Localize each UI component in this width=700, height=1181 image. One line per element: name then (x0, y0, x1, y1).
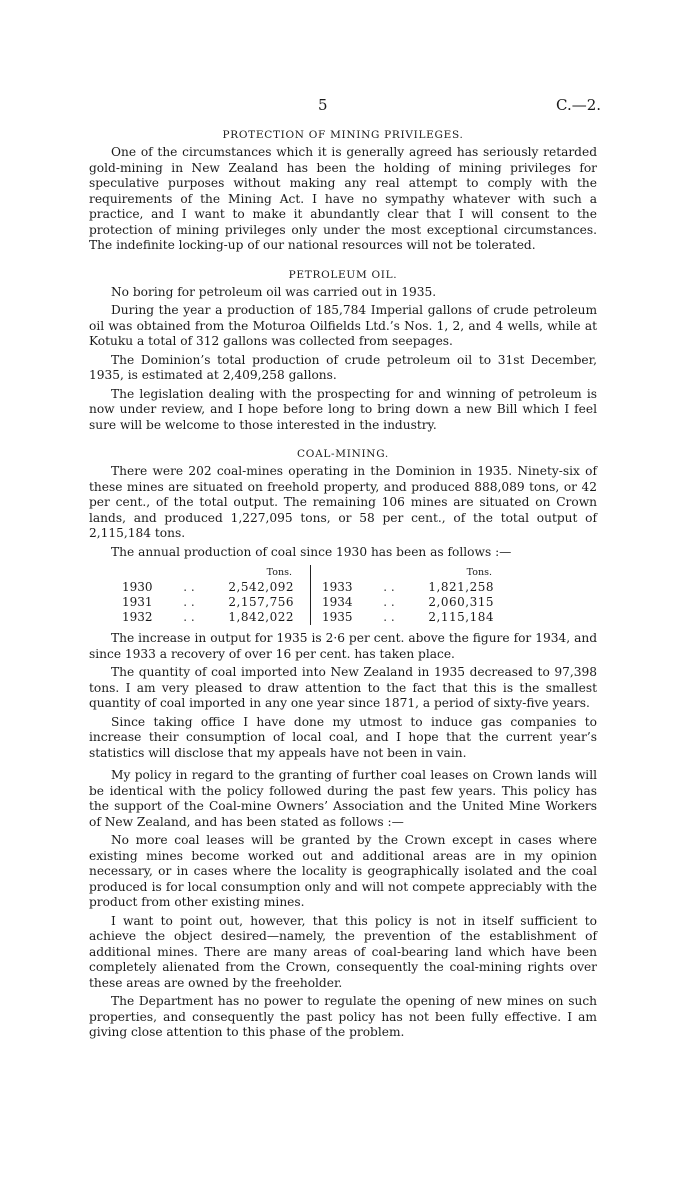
table-row (117, 580, 510, 595)
paragraph: The annual production of coal since 1930 has been as follows :— (111, 544, 512, 559)
leader-dots: . . (383, 595, 395, 609)
paragraph: No boring for petroleum oil was carried out in 1935. (111, 284, 437, 299)
leader-dots: . . (183, 610, 195, 624)
paragraph: The Dominion’s total production of crude petroleum oil to 31st December, 1935, is estimated at 2,409,258 gallons. (89, 352, 597, 382)
section-heading-coal: COAL-MINING. (297, 448, 389, 460)
coal-production-table (117, 565, 510, 625)
paragraph: No more coal leases will be granted by the Crown except in cases where existing mines become worked out and additional areas are in my opinion necessary, or in cases where the locality is geographically isolated and the coal produced is for local consumption only and will not compete appreciably with the product from other existing mines. (89, 833, 597, 909)
section-heading-petroleum: PETROLEUM OIL. (288, 268, 398, 281)
tons-cell: 2,060,315 (428, 595, 494, 609)
paragraph: The increase in output for 1935 is 2·6 per cent. above the figure for 1934, and since 1933 a recovery of over 16 per cent. has taken place. (89, 631, 597, 661)
leader-dots: . . (383, 610, 395, 624)
year-cell: 1932 (122, 610, 153, 624)
paragraph: One of the circumstances which it is generally agreed has seriously retarded gold-mining in New Zealand has been the holding of mining privileges for speculative purposes without making any real attempt to comply with the requirements of the Mining Act. I have no sympathy whatever with such a practice, and I want to make it abundantly clear that I will consent to the protection of mining privileges only under the most exceptional circumstances. The indefinite locking-up of our national resources will not be tolerated. (89, 145, 597, 252)
table-row (117, 610, 510, 625)
document-code: C.—2. (556, 96, 602, 114)
paragraph: I want to point out, however, that this policy is not in itself sufficient to achieve the object desired—namely, the prevention of the establishment of additional mines. There are many areas of coal-bearing land which have been completely alienated from the Crown, consequently the coal-mining rights over these areas are owned by the freeholder. (89, 913, 597, 990)
year-cell: 1935 (322, 610, 353, 624)
year-cell: 1930 (122, 580, 153, 594)
leader-dots: . . (183, 595, 195, 609)
table-row (117, 595, 510, 610)
section-heading-protection: PROTECTION OF MINING PRIVILEGES. (222, 129, 464, 141)
leader-dots: . . (383, 580, 395, 594)
tons-cell: 2,542,092 (228, 580, 294, 594)
paragraph: My policy in regard to the granting of further coal leases on Crown lands will be identical with the policy followed during the past few years. This policy has the support of the Coal-mine Owners’ Association and the United Mine Workers of New Zealand, and has been stated as follows :— (89, 768, 597, 829)
tons-cell: 1,821,258 (428, 580, 494, 594)
paragraph: The Department has no power to regulate the opening of new mines on such properties, and consequently the past policy has not been fully effective. I am giving close attention to this phase of the problem. (89, 994, 597, 1039)
column-header-tons: Tons. (266, 567, 292, 578)
column-header-tons: Tons. (466, 567, 492, 578)
paragraph: Since taking office I have done my utmost to induce gas companies to increase their consumption of local coal, and I hope that the current year’s statistics will disclose that my appeals have not been in vain. (89, 714, 597, 760)
tons-cell: 2,115,184 (428, 610, 494, 624)
paragraph: The legislation dealing with the prospecting for and winning of petroleum is now under review, and I hope before long to bring down a new Bill which I feel sure will be welcome to those interested in the industry. (89, 386, 597, 432)
year-cell: 1934 (322, 595, 353, 609)
paragraph: The quantity of coal imported into New Zealand in 1935 decreased to 97,398 tons. I am very pleased to draw attention to the fact that this is the smallest quantity of coal imported in any one year since 1871, a period of sixty-five years. (89, 665, 597, 710)
page-body (89, 128, 597, 1041)
year-cell: 1931 (122, 595, 153, 609)
leader-dots: . . (183, 580, 195, 594)
tons-cell: 2,157,756 (228, 595, 294, 609)
page-number: 5 (318, 96, 328, 114)
tons-cell: 1,842,022 (228, 610, 294, 624)
year-cell: 1933 (322, 580, 353, 594)
paragraph: During the year a production of 185,784 Imperial gallons of crude petroleum oil was obtained from the Moturoa Oilfields Ltd.’s Nos. 1, 2, and 4 wells, while at Kotuku a total of 312 gallons was collected from seepages. (89, 303, 597, 348)
table-header-row (117, 565, 510, 580)
paragraph: There were 202 coal-mines operating in the Dominion in 1935. Ninety-six of these mines are situated on freehold property, and produced 888,089 tons, or 42 per cent., of the total output. The remaining 106 mines are situated on Crown lands, and produced 1,227,095 tons, or 58 per cent., of the total output of 2,115,184 tons. (89, 464, 597, 540)
